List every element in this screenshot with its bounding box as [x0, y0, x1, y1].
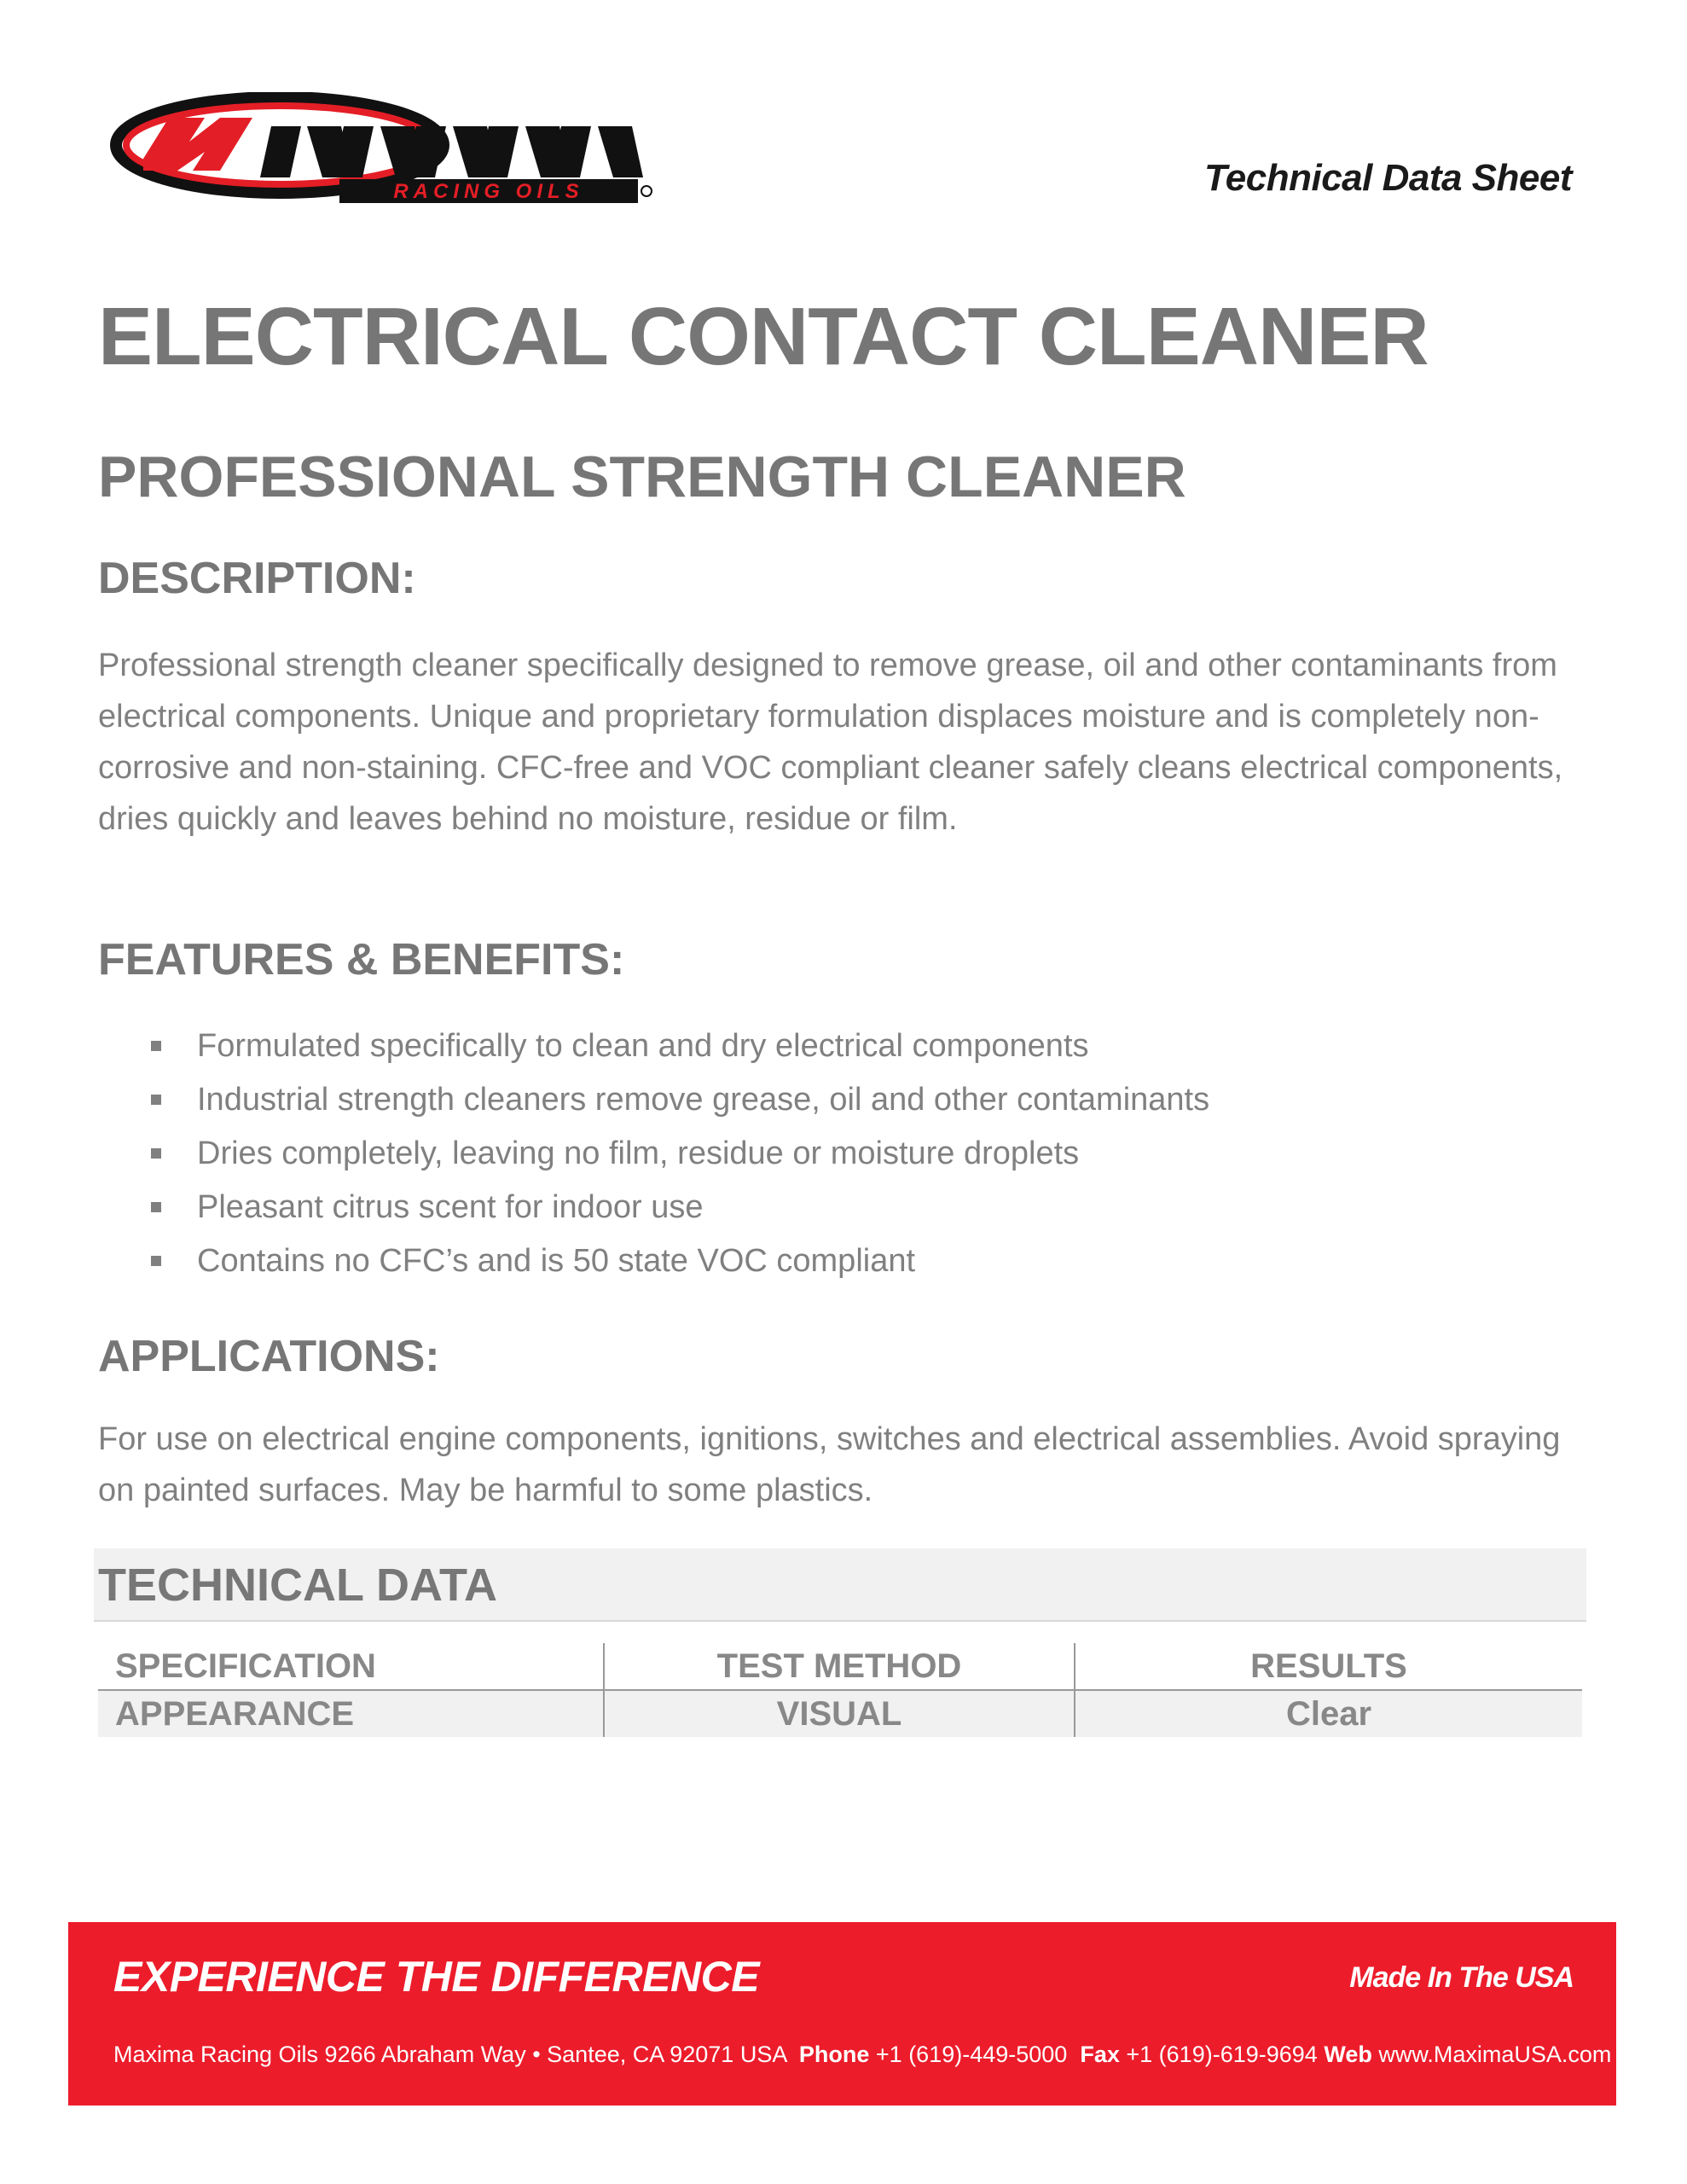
bullet-square-icon — [151, 1041, 161, 1051]
fax-label: Fax — [1080, 2042, 1120, 2067]
footer-banner — [68, 1922, 1616, 2106]
applications-heading: APPLICATIONS: — [98, 1332, 440, 1381]
table-row — [98, 1690, 1582, 1737]
made-in-usa: Made In The USA — [1349, 1961, 1574, 1994]
bullet-square-icon — [151, 1256, 161, 1266]
fax-number: +1 (619)-619-9694 — [1126, 2042, 1318, 2067]
svg-text:RACING OILS: RACING OILS — [393, 180, 584, 203]
footer-address: Maxima Racing Oils 9266 Abraham Way • Santee, CA 92071 USA — [113, 2042, 786, 2067]
product-subtitle: PROFESSIONAL STRENGTH CLEANER — [98, 444, 1186, 509]
phone-label: Phone — [798, 2042, 870, 2067]
website-link[interactable]: www.MaximaUSA.com — [1378, 2042, 1612, 2067]
technical-data-band — [94, 1548, 1586, 1622]
column-header-test-method: TEST METHOD — [604, 1643, 1075, 1690]
list-item: Dries completely, leaving no film, residue or moisture droplets — [98, 1127, 1209, 1181]
technical-data-table — [98, 1643, 1582, 1737]
list-item: Contains no CFC’s and is 50 state VOC compliant — [98, 1234, 1209, 1288]
web-label: Web — [1324, 2042, 1372, 2067]
description-heading: DESCRIPTION: — [98, 554, 416, 603]
cell-test-method: VISUAL — [604, 1690, 1075, 1737]
footer-contact — [113, 2042, 1611, 2068]
bullet-square-icon — [151, 1202, 161, 1212]
features-heading: FEATURES & BENEFITS: — [98, 935, 625, 985]
footer-slogan: EXPERIENCE THE DIFFERENCE — [113, 1953, 760, 2001]
bullet-square-icon — [151, 1095, 161, 1105]
features-list — [98, 1019, 1209, 1288]
column-header-results: RESULTS — [1075, 1643, 1582, 1690]
document-type-title: Technical Data Sheet — [1204, 157, 1572, 199]
phone-number: +1 (619)-449-5000 — [875, 2042, 1068, 2067]
cell-result: Clear — [1075, 1690, 1582, 1737]
column-header-specification: SPECIFICATION — [98, 1643, 604, 1690]
description-text: Professional strength cleaner specifically designed to remove grease, oil and other contaminants from electrical components. Unique and proprietary formulation displaces moisture and is completely non-corrosive and non-staining. CFC-free and VOC compliant cleaner safely cleans electrical components, dries quickly and leaves behind no moisture, residue or film. — [98, 648, 1563, 837]
maxima-logo — [109, 92, 655, 212]
product-name: ELECTRICAL CONTACT CLEANER — [98, 291, 1429, 382]
table-header-row — [98, 1643, 1582, 1690]
technical-data-heading: TECHNICAL DATA — [98, 1560, 497, 1611]
list-item: Pleasant citrus scent for indoor use — [98, 1181, 1209, 1234]
applications-text: For use on electrical engine components, ignitions, switches and electrical assemblies. Avoid spraying on painted surfaces. May be harmful to some plastics. — [98, 1421, 1561, 1508]
cell-specification: APPEARANCE — [98, 1690, 604, 1737]
bullet-square-icon — [151, 1148, 161, 1159]
list-item: Formulated specifically to clean and dry electrical components — [98, 1019, 1209, 1073]
list-item: Industrial strength cleaners remove grease, oil and other contaminants — [98, 1073, 1209, 1127]
